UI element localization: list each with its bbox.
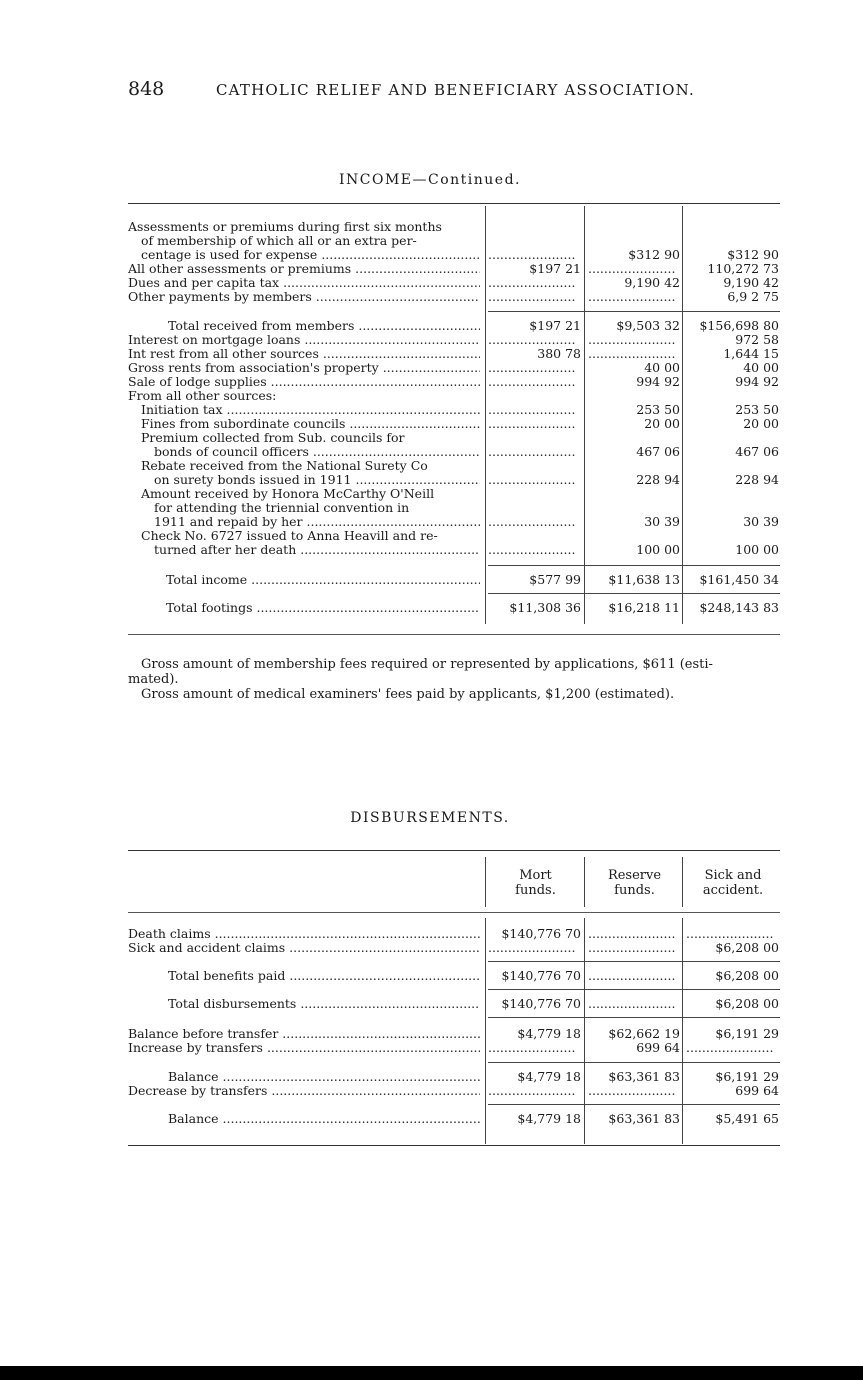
cell-empty-leader: [488, 1084, 576, 1098]
cell-value-c3: $312 90: [727, 247, 779, 262]
cell-empty-leader: [588, 927, 676, 941]
cell-value-c3: 1,644 15: [723, 346, 779, 361]
income-top-rule: [128, 203, 780, 204]
row-label: of membership of which all or an extra per-: [141, 234, 417, 248]
cell-value-c2: $62,662 19: [608, 1026, 680, 1041]
cell-value-c2: 40 00: [644, 360, 680, 375]
row-label: Total footings .....: [166, 601, 480, 615]
col-head-mort-funds: Mort funds.: [515, 868, 556, 898]
income-title: INCOME—Continued.: [338, 172, 521, 188]
cell-value-c3: $6,208 00: [715, 968, 779, 983]
disb-rule-5: [488, 1104, 780, 1105]
row-label: Balance .....: [168, 1112, 480, 1126]
disb-rule-2: [488, 989, 780, 990]
income-footings-rule: [488, 593, 780, 594]
row-label: Sale of lodge supplies .....: [128, 375, 480, 389]
cell-empty-leader: [488, 333, 576, 347]
cell-value-c2: 467 06: [636, 444, 680, 459]
row-label: Assessments or premiums during first six months: [128, 220, 442, 234]
note-medical-fees: Gross amount of medical examiners' fees paid by applicants, $1,200 (estimated).: [141, 687, 675, 702]
row-label: Other payments by members .....: [128, 290, 480, 304]
row-label: for attending the triennial convention in: [154, 501, 410, 515]
income-col-divider-3: [682, 206, 683, 624]
cell-value-c3: $6,208 00: [715, 996, 779, 1011]
row-label: Decrease by transfers .....: [128, 1084, 480, 1098]
cell-empty-leader: [588, 333, 676, 347]
cell-value-c2: 20 00: [644, 416, 680, 431]
disb-col-divider-1: [485, 918, 486, 1144]
cell-value-c2: 9,190 42: [624, 275, 680, 290]
disb-head-divider-1: [485, 857, 486, 907]
cell-value-c1: $4,779 18: [517, 1111, 581, 1126]
row-label: Total received from members .....: [168, 319, 480, 333]
cell-value-c1: $197 21: [529, 261, 581, 276]
income-subtotal-rule: [488, 311, 780, 312]
cell-empty-leader: [588, 1084, 676, 1098]
row-label: Int rest from all other sources .....: [128, 347, 480, 361]
row-label: Rebate received from the National Surety Co: [141, 459, 428, 473]
cell-value-c2: 100 00: [636, 542, 680, 557]
cell-value-c1: $4,779 18: [517, 1069, 581, 1084]
cell-value-c2: 228 94: [636, 472, 680, 487]
col-head-reserve-funds: Reserve funds.: [607, 868, 662, 898]
disbursements-bottom-rule: [128, 1145, 780, 1146]
cell-empty-leader: [686, 1041, 774, 1055]
disb-head-divider-2: [584, 857, 585, 907]
cell-value-c1: $4,779 18: [517, 1026, 581, 1041]
row-label: turned after her death .....: [154, 543, 480, 557]
disbursements-header-rule: [128, 912, 780, 913]
cell-value-c3: 110,272 73: [707, 261, 779, 276]
cell-value-c1: $140,776 70: [501, 996, 581, 1011]
cell-value-c3: 994 92: [735, 374, 779, 389]
row-label: bonds of council officers .....: [154, 445, 480, 459]
row-label: Initiation tax .....: [141, 403, 480, 417]
income-col-divider-2: [584, 206, 585, 624]
cell-value-c1: $140,776 70: [501, 968, 581, 983]
cell-value-c2: $63,361 83: [608, 1069, 680, 1084]
cell-value-c2: 253 50: [636, 402, 680, 417]
cell-value-c2: 30 39: [644, 514, 680, 529]
disbursements-title: DISBURSEMENTS.: [350, 810, 510, 826]
row-label: Sick and accident claims .....: [128, 941, 480, 955]
cell-value-c2: 699 64: [636, 1040, 680, 1055]
row-label: centage is used for expense .....: [141, 248, 480, 262]
row-label: Check No. 6727 issued to Anna Heavill and re-: [141, 529, 438, 543]
cell-empty-leader: [488, 941, 576, 955]
disb-rule-3: [488, 1017, 780, 1018]
cell-value-c3: 972 58: [735, 332, 779, 347]
row-label: Interest on mortgage loans .....: [128, 333, 480, 347]
cell-empty-leader: [686, 927, 774, 941]
row-label: Premium collected from Sub. councils for: [141, 431, 405, 445]
cell-value-c2: $312 90: [628, 247, 680, 262]
row-label: Amount received by Honora McCarthy O'Neill: [141, 487, 435, 501]
row-label: Balance before transfer .....: [128, 1027, 480, 1041]
cell-value-c3: $156,698 80: [699, 318, 779, 333]
cell-value-c2: $63,361 83: [608, 1111, 680, 1126]
row-label: Total benefits paid .....: [168, 969, 480, 983]
disb-rule-4: [488, 1062, 780, 1063]
note-membership-fees-cont: mated).: [128, 672, 179, 687]
cell-value-c2: $16,218 11: [608, 600, 680, 615]
row-label: 1911 and repaid by her .....: [154, 515, 480, 529]
row-label: Increase by transfers .....: [128, 1041, 480, 1055]
col-head-sick-accident: Sick and accident.: [702, 868, 764, 898]
cell-empty-leader: [488, 375, 576, 389]
cell-value-c2: $11,638 13: [608, 572, 680, 587]
row-label: Total disbursements .....: [168, 997, 480, 1011]
disb-head-divider-3: [682, 857, 683, 907]
scan-bottom-edge: [0, 1366, 863, 1380]
cell-value-c2: 994 92: [636, 374, 680, 389]
row-label: Death claims .....: [128, 927, 480, 941]
cell-empty-leader: [588, 969, 676, 983]
income-total-rule: [488, 565, 780, 566]
row-label: Dues and per capita tax .....: [128, 276, 480, 290]
cell-empty-leader: [488, 290, 576, 304]
cell-empty-leader: [588, 290, 676, 304]
cell-empty-leader: [488, 403, 576, 417]
cell-empty-leader: [488, 276, 576, 290]
cell-value-c3: 100 00: [735, 542, 779, 557]
row-label: on surety bonds issued in 1911 .....: [154, 473, 480, 487]
row-label: All other assessments or premiums .....: [128, 262, 480, 276]
cell-empty-leader: [488, 417, 576, 431]
cell-value-c1: $11,308 36: [509, 600, 581, 615]
running-title: CATHOLIC RELIEF AND BENEFICIARY ASSOCIATION.: [216, 81, 695, 99]
note-membership-fees: Gross amount of membership fees required or represented by applications, $611 (esti-: [141, 657, 713, 672]
cell-value-c3: $6,191 29: [715, 1026, 779, 1041]
cell-value-c3: 467 06: [735, 444, 779, 459]
cell-empty-leader: [488, 248, 576, 262]
cell-value-c3: $248,143 83: [699, 600, 779, 615]
cell-empty-leader: [488, 515, 576, 529]
disbursements-top-rule: [128, 850, 780, 851]
disb-col-divider-2: [584, 918, 585, 1144]
row-label: Balance .....: [168, 1070, 480, 1084]
cell-empty-leader: [588, 941, 676, 955]
row-label: Gross rents from association's property .....: [128, 361, 480, 375]
cell-empty-leader: [588, 997, 676, 1011]
cell-value-c3: 40 00: [743, 360, 779, 375]
cell-value-c3: $161,450 34: [699, 572, 779, 587]
cell-value-c3: 253 50: [735, 402, 779, 417]
cell-value-c3: 9,190 42: [723, 275, 779, 290]
row-label: From all other sources:: [128, 389, 277, 403]
cell-empty-leader: [588, 262, 676, 276]
income-bottom-rule: [128, 634, 780, 635]
cell-value-c3: 699 64: [735, 1083, 779, 1098]
cell-empty-leader: [488, 361, 576, 375]
cell-empty-leader: [488, 543, 576, 557]
row-label: Total income .....: [166, 573, 480, 587]
cell-value-c2: $9,503 32: [616, 318, 680, 333]
disb-col-divider-3: [682, 918, 683, 1144]
row-label: Fines from subordinate councils .....: [141, 417, 480, 431]
cell-value-c3: 228 94: [735, 472, 779, 487]
page-number: 848: [128, 78, 165, 100]
income-col-divider-1: [485, 206, 486, 624]
cell-value-c1: $140,776 70: [501, 926, 581, 941]
cell-empty-leader: [588, 347, 676, 361]
cell-value-c3: $6,208 00: [715, 940, 779, 955]
cell-value-c3: 20 00: [743, 416, 779, 431]
cell-value-c1: $197 21: [529, 318, 581, 333]
cell-value-c3: 30 39: [743, 514, 779, 529]
cell-value-c3: 6,9 2 75: [727, 289, 779, 304]
cell-empty-leader: [488, 445, 576, 459]
cell-empty-leader: [488, 1041, 576, 1055]
cell-value-c3: $5,491 65: [715, 1111, 779, 1126]
cell-value-c1: $577 99: [529, 572, 581, 587]
cell-value-c3: $6,191 29: [715, 1069, 779, 1084]
disb-rule-1: [488, 961, 780, 962]
cell-empty-leader: [488, 473, 576, 487]
cell-value-c1: 380 78: [537, 346, 581, 361]
